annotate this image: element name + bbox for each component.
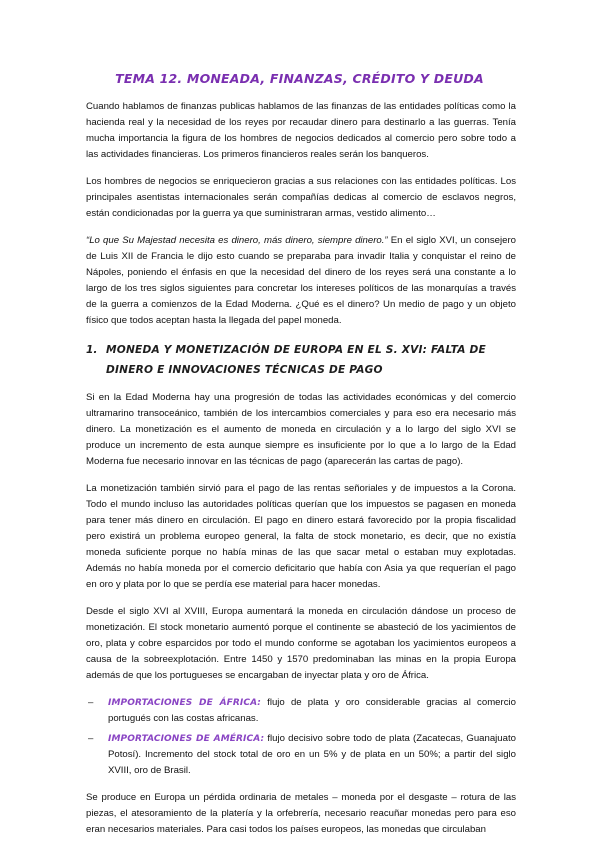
list-item-body: [108, 695, 516, 727]
dash-bullet: –: [88, 697, 94, 708]
list-item: [86, 695, 516, 727]
section-1-paragraph-1: Si en la Edad Moderna hay una progresión de todas las actividades económicas y del comercio ultramarino transoceánico, también de los intercambios comerciales y para eso era necesario más dinero. La monetización es el aumento de moneda en circulación y a lo largo del siglo XVI se produce un incremento de esta aunque siempre es insuficiente por lo que a lo largo de la Edad Moderna fue necesario innovar en las técnicas de pago (aparecerán las cartas de pago).: [86, 392, 516, 467]
section-1-paragraph-2: La monetización también sirvió para el pago de las rentas señoriales y de impuestos a la Corona. Todo el mundo incluso las autoridades políticas querían que los impuestos se pagasen en moneda para tener más dinero en circulación. El pago en dinero estará favorecido por la propia fiscalidad pero existirá un problema europeo general, la falta de stock monetario, es decir, que no existía moneda suficiente porque no había minas de las que sacar metal o estaban muy explotadas. Además no había moneda por el comercio deficitario que había con Asia ya que requerían el pago en oro y plata por lo que se perdía ese material para hacer monedas.: [86, 483, 516, 590]
intro-paragraph-2: Los hombres de negocios se enriquecieron gracias a sus relaciones con las entidades políticas. Los principales asentistas internacionales serán compañías dedicas al comercio de esclavos negros, están condicionadas por la guerra ya que suministraran armas, vestido alimento…: [86, 176, 516, 219]
quote-paragraph: [86, 233, 516, 329]
imports-list: [86, 695, 516, 779]
list-item-text: flujo de plata y oro considerable gracias al comercio portugués con las costas africanas.: [108, 697, 516, 724]
list-item-text: flujo decisivo sobre todo de plata (Zacatecas, Guanajuato Potosí). Incremento del stock total de oro en un 5% y de plata en un 50%; a partir del siglo XVIII, oro de Brasil.: [108, 733, 516, 776]
section-1-title: MONEDA Y MONETIZACIÓN DE EUROPA EN EL S. XVI: FALTA DE DINERO E INNOVACIONES TÉCNICAS DE PAGO: [106, 344, 486, 376]
section-1-heading: [86, 340, 516, 380]
section-1-number: 1.: [86, 344, 98, 356]
document-body: [86, 99, 516, 848]
list-item-body: [108, 731, 516, 779]
list-item-label: IMPORTACIONES DE ÁFRICA:: [108, 698, 261, 708]
dash-bullet: –: [88, 733, 94, 744]
page-title: TEMA 12. MONEADA, FINANZAS, CRÉDITO Y DEUDA: [115, 71, 484, 86]
list-item-label: IMPORTACIONES DE AMÉRICA:: [108, 734, 265, 744]
intro-paragraph-1: Cuando hablamos de finanzas publicas hablamos de las finanzas de las entidades políticas como la hacienda real y la necesidad de los reyes por recaudar dinero para destinarlo a las guerras. Tenía mucha importancia la figura de los hombres de negocios dedicados al comercio pero sobre todo a las actividades financieras. Los primeros financieros reales serán los banqueros.: [86, 101, 516, 160]
section-1-final-paragraph: Se produce en Europa un pérdida ordinaria de metales – moneda por el desgaste – rotura de las piezas, el atesoramiento de la platería y la orfebrería, necesario reacuñar monedas pero para eso eran necesarios materiales. Para casi todos los países europeos, las monedas que circulaban: [86, 792, 516, 835]
section-1-paragraph-3: Desde el siglo XVI al XVIII, Europa aumentará la moneda en circulación dándose un proceso de monetización. El stock monetario aumentó porque el continente se abasteció de los yacimientos de oro, plata y cobre esparcidos por todo el mundo conforme se agotaban los yacimientos europeos a causa de la sobreexplotación. Entre 1450 y 1570 predominaban las minas en la propia Europa además de que los portugueses se encargaban de inyectar plata y oro de África.: [86, 606, 516, 681]
quote-paragraph-text: En el siglo XVI, un consejero de Luis XII de Francia le dijo esto cuando se preparaba para invadir Italia y conquistar el reino de Nápoles, poniendo el énfasis en que la necesidad del dinero de los reyes será una constante a lo largo de los tres siglos siguientes para concretar los intereses políticos de las monarquías a través de la guerra a comienzos de la Edad Moderna. ¿Qué es el dinero? Un medio de pago y un objeto físico que todos aceptan hasta la llegada del papel moneda.: [86, 235, 516, 326]
quote-text: “Lo que Su Majestad necesita es dinero, más dinero, siempre dinero.”: [86, 235, 388, 246]
list-item: [86, 731, 516, 779]
